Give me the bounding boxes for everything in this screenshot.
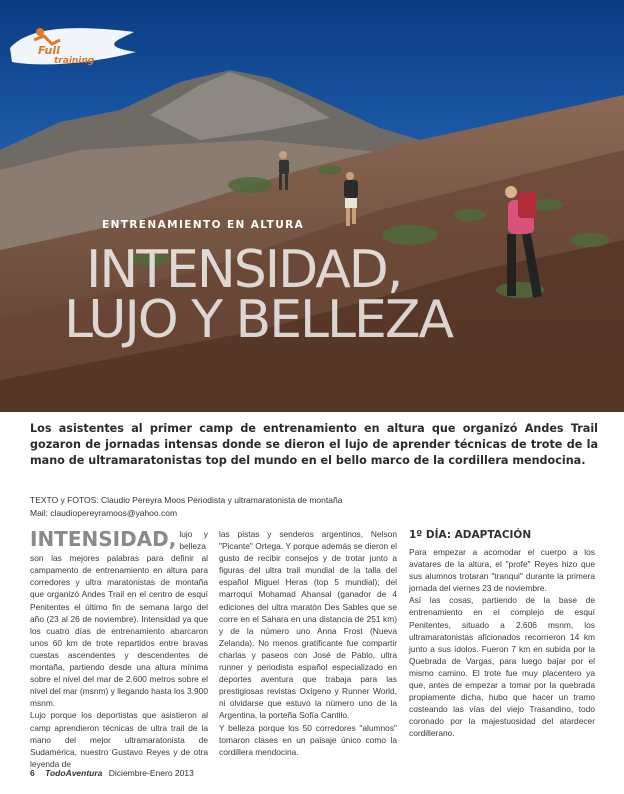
magazine-name: TodoAventura	[45, 768, 103, 778]
issue-date: Diciembre-Enero 2013	[108, 768, 194, 778]
page-footer	[30, 768, 194, 778]
section-logo-line1: Full	[38, 44, 60, 57]
body-paragraph: Para empezar a acomodar el cuerpo a los avatares de la altura, el "profe" Reyes hizo que sus alumnos trotaran "tranqui" durante la primera jornada del viernes 23 de noviembre.	[409, 547, 595, 594]
dropcap-word: INTENSIDAD,	[30, 527, 177, 551]
body-paragraph: las pistas y senderos argentinos, Nelson "Picante" Ortega. Y porque además se dieron el gusto de recibir consejos y de trotar junto a figuras del ultra trail mundial de la talla del español Miguel Heras (top 5 mundial); del marroquí Mohamad Ahansal (ganador de 4 ediciones del ultra maratón Des Sables que se corre en el Sahara en una distancia de 251 km) y de la número uno Anna Frost (Nueva Zelanda). No menos gratificante fue compartir charlas y paseos con José de Pablo, ultra runner y periodista español especializado en deportes aventura que trabaja para las prestigiosas revistas Oxígeno y Runner World, ni olvidarse que estuvo la número uno de la Argentina, la porteña Sofía Cantilo.	[219, 529, 397, 721]
body-column-1	[30, 528, 208, 770]
article-credits	[30, 494, 342, 520]
article-title-line2: LUJO Y BELLEZA	[64, 290, 453, 350]
section-heading: 1º DÍA: ADAPTACIÓN	[409, 529, 532, 541]
body-paragraph: Lujo porque los deportistas que asistieron al camp aprendieron técnicas de ultra trail de la mano del mejor ultramaratonista de Sudamérica, nuestro Gustavo Reyes y de otra leyenda de	[30, 710, 208, 769]
page-number: 6	[30, 768, 35, 778]
body-paragraph: lujo y belleza son las mejores palabras para definir al campamento de entrenamiento en altura para corredores y ultra maratonistas de montaña que organizó Andes Trail en el centro de esquí Penitentes el último fin de semana largo del año (23 al 26 de noviembre). Intensidad ya que los cuatro días de entrenamiento abarcaron unos 60 km de trote repartidos entre bravas cuestas ascendentes y descendentes de montaña, partiendo desde una altura mínima sobre el nivel del mar de 2.600 metros sobre el nivel del mar (msnm) y llegando hasta los 3.900 msnm.	[30, 529, 208, 709]
section-logo	[8, 18, 138, 70]
body-column-3	[409, 528, 595, 740]
section-logo-line2: training	[54, 56, 95, 66]
article-kicker: ENTRENAMIENTO EN ALTURA	[102, 219, 305, 231]
body-paragraph: Así las cosas, partiendo de la base de entrenamiento en el complejo de esquí Penitentes, situado a 2.606 msnm, los ultramaratonistas aficionados recorrieron 14 km junto a sus ídolos. Fueron 7 km en subida por la Quebrada de Vargas, para luego bajar por el mismo camino. El trote fue muy placentero ya que, antes de empezar a tomar por la quebrada propiamente dicha, hubo que hacer un tramo costeando las vías del viejo Trasandino, todo coronado por la majestuosidad del atardecer cordillerano.	[409, 595, 595, 739]
credits-email: Mail: claudiopereyramoos@yahoo.com	[30, 508, 178, 518]
body-paragraph: Y belleza porque los 50 corredores "alumnos" tomaron clases en un paisaje único como la cordillera mendocina.	[219, 722, 397, 757]
body-column-2	[219, 528, 397, 758]
credits-author: TEXTO y FOTOS: Claudio Pereyra Moos Periodista y ultramaratonista de montaña	[30, 495, 343, 505]
article-lead: Los asistentes al primer camp de entrenamiento en altura que organizó Andes Trail gozaron de jornadas intensas donde se dieron el lujo de aprender técnicas de trote de la mano de ultramaratonistas top del mundo en el bello marco de la cordillera mendocina.	[30, 422, 598, 467]
article-title-line1: INTENSIDAD,	[86, 240, 402, 300]
